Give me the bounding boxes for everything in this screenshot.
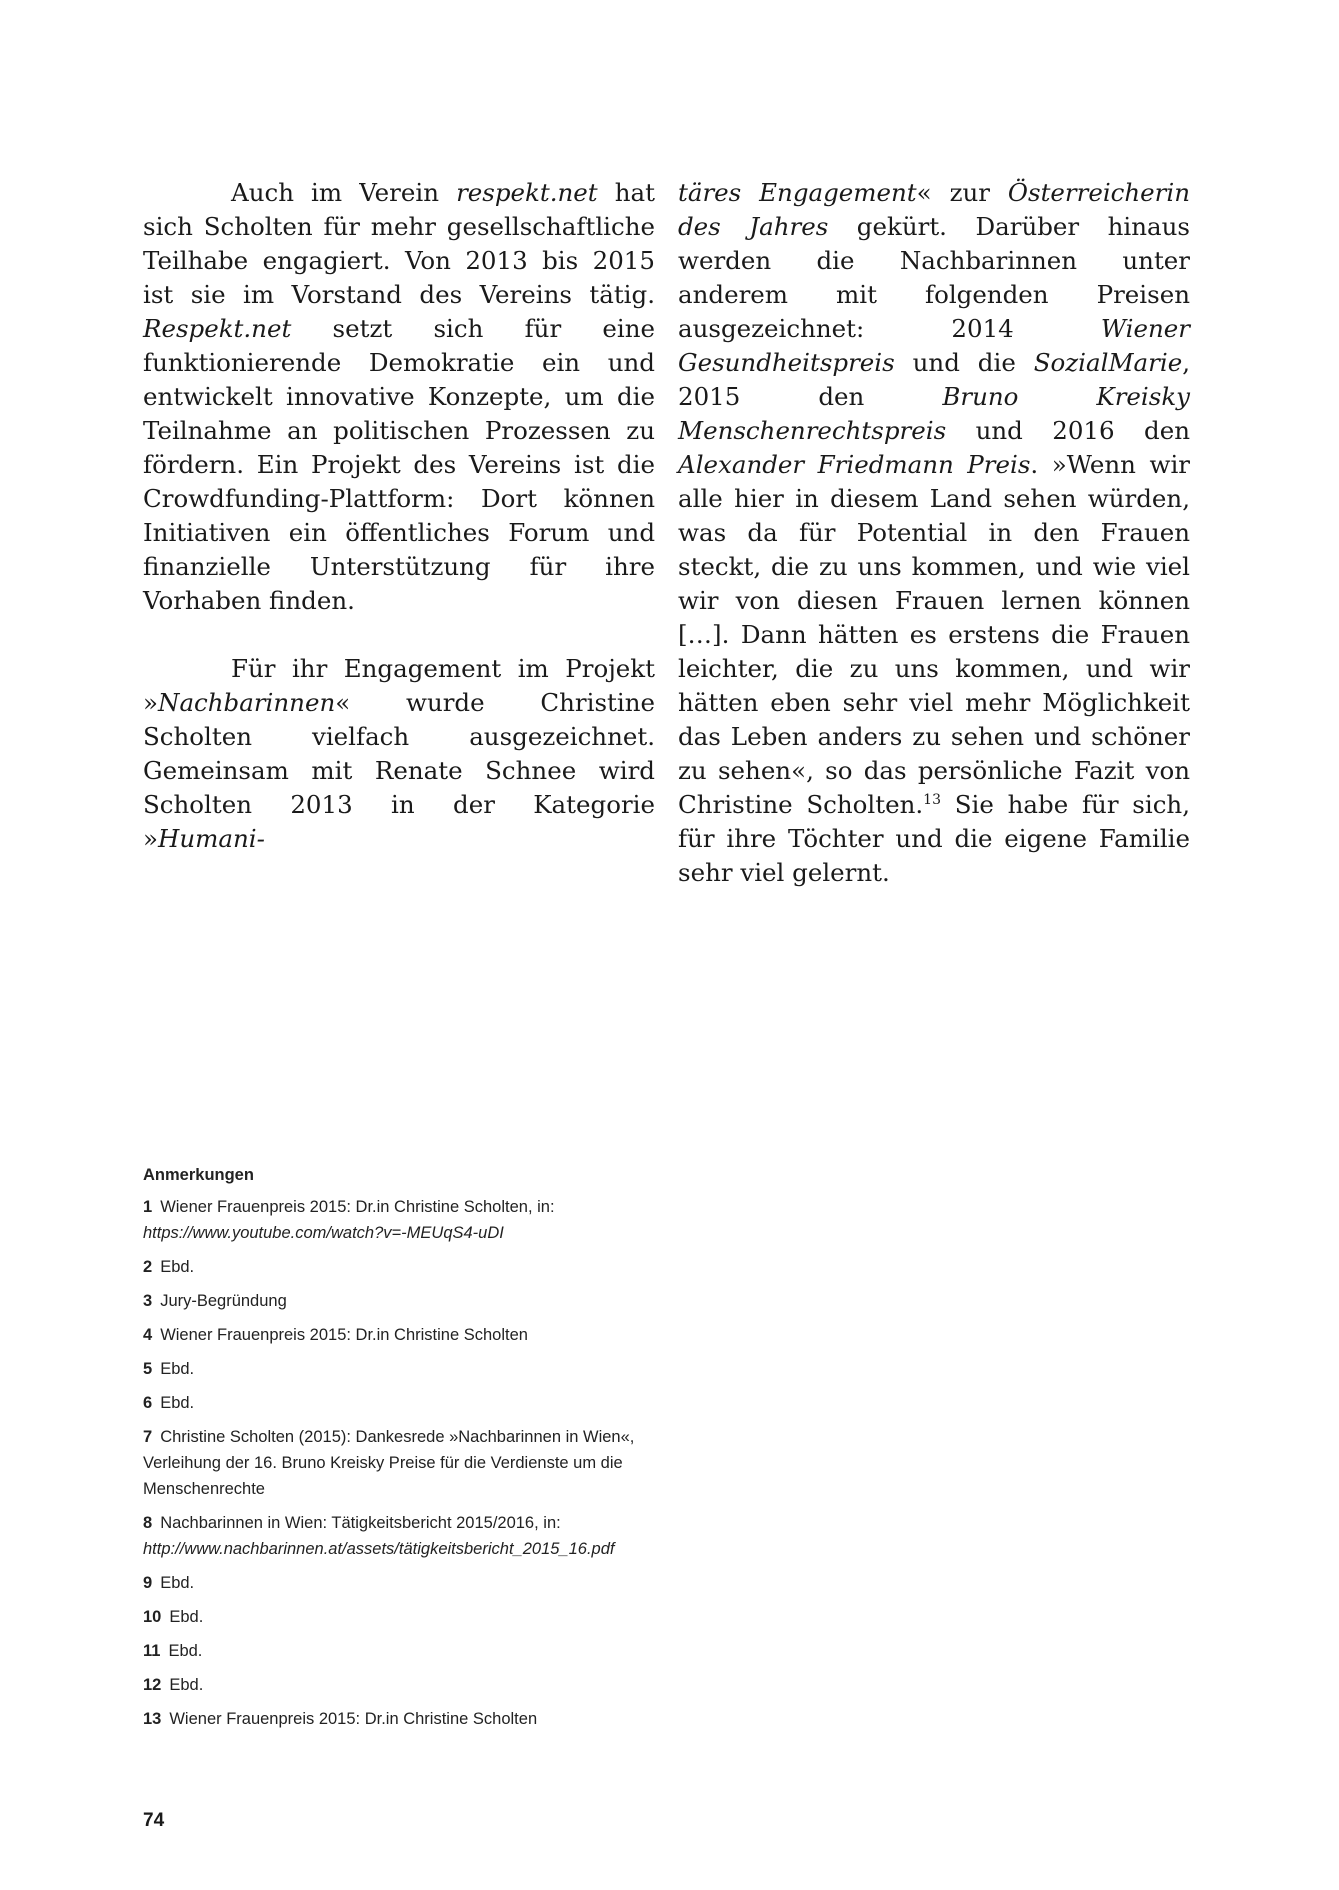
footnote-number: 8 (143, 1514, 153, 1532)
italic-text: http://www.nachbarinnen.at/assets/tätigkeitsbericht_2015_16.pdf (143, 1540, 615, 1558)
text-run: Ebd. (160, 1258, 195, 1276)
italic-text: Humani- (158, 824, 265, 853)
italic-text: täres Engagement (678, 178, 917, 207)
text-run: und die (894, 348, 1034, 377)
footnote-number: 12 (143, 1676, 162, 1694)
footnotes-section (143, 1162, 663, 1740)
text-run: hat sich Scholten für mehr gesellschaftliche Teilhabe engagiert. Von 2013 bis 2015 ist sie im Vorstand des Vereins tätig. (143, 178, 655, 309)
footnote-item (143, 1356, 663, 1382)
italic-text: respekt.net (456, 178, 598, 207)
footnote-number: 6 (143, 1394, 153, 1412)
text-run: Nachbarinnen in Wien: Tätigkeitsbericht 2015/2016, in: (160, 1514, 561, 1532)
text-run: Christine Scholten (2015): Dankesrede »Nachbarinnen in Wien«, Verleihung der 16. Bruno Kreisky Preise für die Verdienste um die Menschenrechte (143, 1428, 635, 1498)
page-number: 74 (143, 1810, 165, 1831)
footnote-number: 9 (143, 1574, 153, 1592)
footnotes-list (143, 1194, 663, 1732)
footnote-number: 10 (143, 1608, 162, 1626)
text-run: Jury-Begründung (160, 1292, 287, 1310)
text-run: Ebd. (160, 1394, 195, 1412)
footnote-number: 4 (143, 1326, 153, 1344)
italic-text: Respekt.net (143, 314, 292, 343)
footnote-number: 5 (143, 1360, 153, 1378)
italic-text: SozialMarie (1033, 348, 1183, 377)
text-run: Ebd. (168, 1642, 203, 1660)
italic-text: Österreicherin des Jahres (678, 178, 1190, 241)
paragraph (143, 652, 655, 856)
footnote-item (143, 1510, 663, 1562)
text-run: Auch im Verein (231, 178, 457, 207)
footnote-item (143, 1288, 663, 1314)
italic-text: Nachbarinnen (158, 688, 336, 717)
text-run: Wiener Frauenpreis 2015: Dr.in Christine Scholten, in: (160, 1198, 555, 1216)
footnote-ref: 13 (923, 791, 941, 808)
text-run: Wiener Frauenpreis 2015: Dr.in Christine Scholten (169, 1710, 538, 1728)
footnote-item (143, 1604, 663, 1630)
footnote-item (143, 1706, 663, 1732)
text-run: Für ihr Engagement im Projekt » (143, 654, 655, 717)
footnote-item (143, 1390, 663, 1416)
right-text-column (678, 176, 1190, 890)
italic-text: https://www.youtube.com/watch?v=-MEUqS4-uDI (143, 1224, 504, 1242)
footnote-number: 2 (143, 1258, 153, 1276)
text-run: und 2016 den (946, 416, 1190, 445)
text-run: « zur (916, 178, 1008, 207)
italic-text: Alexander Friedmann Preis (678, 450, 1031, 479)
footnote-item (143, 1570, 663, 1596)
text-run: . »Wenn wir alle hier in diesem Land sehen würden, was da für Potential in den Frauen steckt, die zu uns kommen, und wie viel wir von diesen Frauen lernen können […]. Dann hätten es erstens die Frauen leichter, die zu uns kommen, und wir hätten eben sehr viel mehr Möglichkeit das Leben anders zu sehen und schöner zu sehen«, so das persönliche Fazit von Christine Scholten. (678, 450, 1190, 819)
left-text-column (143, 176, 655, 856)
footnote-number: 13 (143, 1710, 162, 1728)
footnote-item (143, 1672, 663, 1698)
footnote-number: 7 (143, 1428, 153, 1446)
text-run: Ebd. (160, 1360, 195, 1378)
text-run: , 2015 den (678, 348, 1190, 411)
footnote-item (143, 1322, 663, 1348)
text-run: Ebd. (169, 1608, 204, 1626)
footnote-number: 3 (143, 1292, 153, 1310)
footnote-number: 1 (143, 1198, 153, 1216)
footnote-item (143, 1424, 663, 1502)
text-run: Ebd. (160, 1574, 195, 1592)
text-run: Wiener Frauenpreis 2015: Dr.in Christine Scholten (160, 1326, 528, 1344)
italic-text: Wiener Gesundheitspreis (678, 314, 1190, 377)
footnote-item (143, 1254, 663, 1280)
paragraph (143, 176, 655, 618)
text-run: setzt sich für eine funktionierende Demokratie ein und entwickelt innovative Konzepte, um die Teilnahme an politischen Prozessen zu fördern. Ein Projekt des Vereins ist die Crowdfunding-Plattform: Dort können Initiativen ein öffentliches Forum und finanzielle Unterstützung für ihre Vorhaben finden. (143, 314, 655, 615)
footnote-item (143, 1194, 663, 1246)
footnotes-heading: Anmerkungen (143, 1166, 254, 1184)
text-run: Ebd. (169, 1676, 204, 1694)
italic-text: Bruno Kreisky Menschenrechtspreis (678, 382, 1191, 445)
footnote-number: 11 (143, 1642, 161, 1660)
paragraph (678, 176, 1190, 890)
text-run: Sie habe für sich, für ihre Töchter und die eigene Familie sehr viel gelernt. (678, 790, 1190, 887)
footnote-item (143, 1638, 663, 1664)
text-run: « wurde Christine Scholten vielfach ausgezeichnet. Gemeinsam mit Renate Schnee wird Scholten 2013 in der Kategorie » (143, 688, 655, 853)
text-run: gekürt. Darüber hinaus werden die Nachbarinnen unter anderem mit folgenden Preisen ausgezeichnet: 2014 (678, 212, 1190, 343)
